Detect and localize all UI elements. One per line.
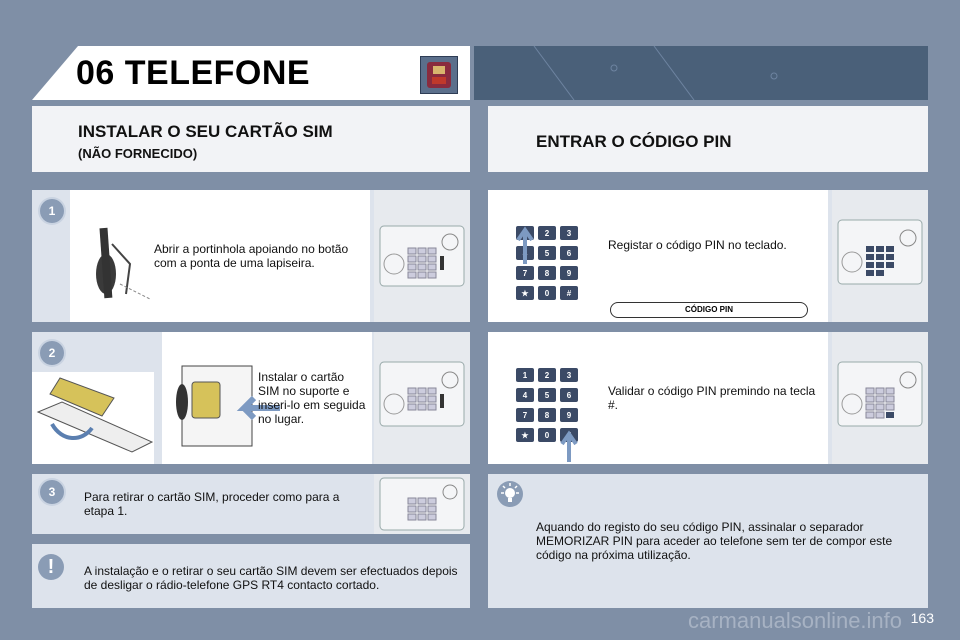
step-badge: 1: [40, 199, 64, 223]
svg-text:7: 7: [522, 411, 528, 420]
watermark: carmanualsonline.info: [688, 608, 903, 633]
svg-text:#: #: [566, 431, 572, 440]
step-text: Validar o código PIN premindo na tecla #.: [608, 384, 816, 412]
sim-step-2: [32, 332, 470, 464]
sim-step-3: [32, 474, 470, 534]
svg-text:9: 9: [566, 411, 572, 420]
svg-text:4: 4: [522, 391, 528, 400]
radio-thumbnail: [832, 190, 928, 322]
svg-text:5: 5: [544, 249, 550, 258]
phone-chapter-icon: [420, 56, 458, 94]
step-badge: 2: [40, 341, 64, 365]
step-text: Para retirar o cartão SIM, proceder como para a etapa 1.: [84, 490, 340, 518]
pin-step-2: [488, 332, 928, 464]
svg-text:6: 6: [566, 249, 572, 258]
tip-box: [488, 474, 928, 608]
svg-text:6: 6: [566, 391, 572, 400]
svg-text:5: 5: [544, 391, 550, 400]
header-band: [474, 46, 928, 100]
radio-thumbnail: [832, 332, 928, 464]
svg-text:8: 8: [544, 269, 550, 278]
keypad-illustration: [514, 224, 584, 309]
warning-box: [32, 544, 470, 608]
svg-text:2: 2: [544, 371, 550, 380]
header-decoration: [474, 46, 928, 100]
svg-text:1: 1: [522, 371, 528, 380]
radio-thumbnail: [374, 190, 470, 322]
pin-section-header: [488, 106, 928, 172]
svg-text:0: 0: [544, 431, 550, 440]
pin-step-1: [488, 190, 928, 322]
radio-thumbnail: [374, 474, 470, 534]
svg-text:★: ★: [521, 431, 529, 440]
svg-text:4: 4: [522, 249, 528, 258]
warning-text: A instalação e o retirar o seu cartão SIM devem ser efectuados depois de desligar o rádio-telefone GPS RT4 contacto cortado.: [84, 564, 458, 592]
pin-code-field-label: CÓDIGO PIN: [610, 302, 808, 318]
page-number: 163: [910, 610, 934, 626]
tip-text: Aquando do registo do seu código PIN, assinalar o separador MEMORIZAR PIN para aceder ao telefone sem ter de compor este código na próxima utilização.: [536, 520, 893, 562]
pin-section-title: ENTRAR O CÓDIGO PIN: [536, 132, 732, 151]
step-body: [162, 332, 372, 464]
sim-section-subtitle: (NÃO FORNECIDO): [78, 146, 198, 161]
sim-tray-illustration: [32, 372, 154, 464]
svg-text:0: 0: [544, 289, 550, 298]
pencil-press-illustration: [90, 224, 160, 304]
warning-icon: !: [38, 554, 64, 580]
svg-text:2: 2: [544, 229, 550, 238]
svg-text:9: 9: [566, 269, 572, 278]
lightbulb-icon: [496, 480, 524, 513]
sim-step-1: [32, 190, 470, 322]
chapter-title: 06 TELEFONE: [76, 54, 311, 92]
svg-text:7: 7: [522, 269, 528, 278]
svg-text:3: 3: [566, 371, 572, 380]
radio-thumbnail: [374, 332, 470, 464]
svg-text:1: 1: [522, 229, 528, 238]
svg-text:★: ★: [521, 289, 529, 298]
step-text: Instalar o cartão SIM no suporte e inseri-lo em seguida no lugar.: [258, 370, 366, 426]
step-text: Registar o código PIN no teclado.: [608, 238, 787, 252]
keypad-illustration: [514, 366, 584, 469]
step-badge: 3: [40, 480, 64, 504]
svg-text:3: 3: [566, 229, 572, 238]
sim-section-header: [32, 106, 470, 172]
sim-section-title: INSTALAR O SEU CARTÃO SIM: [78, 122, 333, 141]
step-text: Abrir a portinhola apoiando no botão com a ponta de uma lapiseira.: [154, 242, 349, 270]
svg-text:8: 8: [544, 411, 550, 420]
svg-text:#: #: [566, 289, 572, 298]
